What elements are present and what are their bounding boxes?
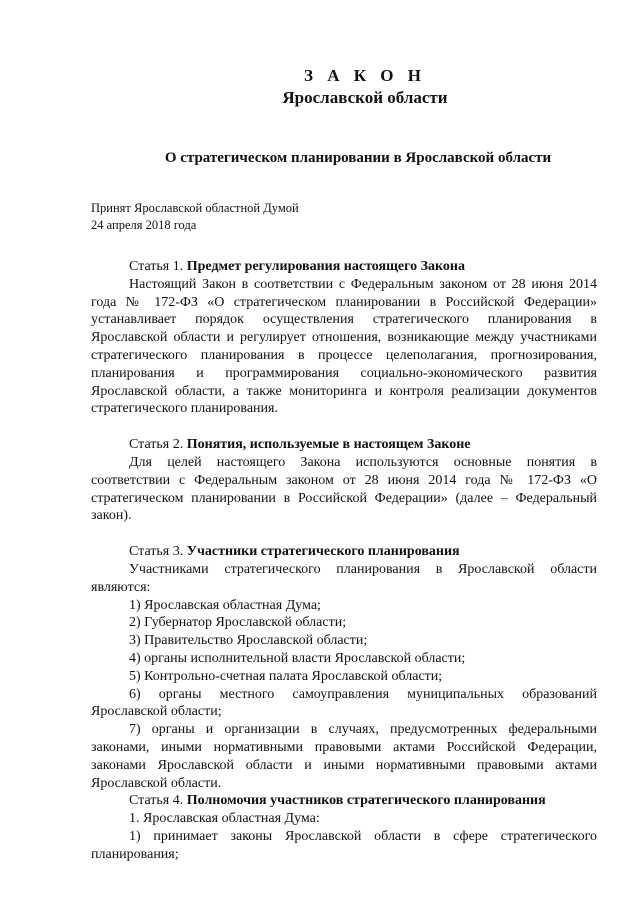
- law-title: О стратегическом планировании в Ярославской области: [164, 150, 552, 166]
- list-item: 5) Контрольно-счетная палата Ярославской области;: [129, 668, 443, 684]
- article-heading: [91, 436, 597, 454]
- list-item: 1) принимает законы Ярославской области в сфере стратегического планирования;: [91, 828, 597, 862]
- article-1: [91, 258, 597, 418]
- article-title: Участники стратегического планирования: [186, 544, 460, 560]
- article-number: Статья 3.: [129, 544, 184, 560]
- list-item: 6) органы местного самоуправления муниципальных образований Ярославской области;: [91, 686, 597, 720]
- article-title: Предмет регулирования настоящего Закона: [186, 259, 465, 274]
- article-number: Статья 2.: [129, 437, 184, 453]
- article-heading: [91, 543, 597, 561]
- list-item: 1) Ярославская областная Дума;: [129, 597, 321, 613]
- list-item: 7) органы и организации в случаях, предусмотренных федеральными законами, иными нормативными правовыми актами Российской Федерации, законами Ярославской области и иными нормативными правовыми актами Ярославской области.: [91, 722, 597, 791]
- article-paragraph: 1. Ярославская областная Дума:: [129, 811, 320, 827]
- article-paragraph: Для целей настоящего Закона используются основные понятия в соответствии с Федеральным законом от 28 июня 2014 года № 172-ФЗ «О стратегическом планировании в Российской Федерации» (далее – Федеральный закон).: [91, 454, 597, 524]
- article-heading: [91, 258, 597, 276]
- adoption-date: 24 апреля 2018 года: [91, 218, 197, 232]
- article-4: [91, 792, 597, 863]
- law-heading: З А К О Н: [303, 66, 427, 85]
- adoption-line-1: Принят Ярославской областной Думой: [91, 201, 299, 215]
- article-number: Статья 1.: [129, 259, 184, 274]
- article-3: [91, 543, 597, 792]
- law-region: Ярославской области: [282, 88, 448, 107]
- article-title: Полномочия участников стратегического планирования: [186, 793, 546, 809]
- list-item: 2) Губернатор Ярославской области;: [129, 615, 347, 631]
- article-number: Статья 4.: [129, 793, 184, 809]
- article-heading: [91, 792, 597, 810]
- article-title: Понятия, используемые в настоящем Законе: [186, 437, 471, 453]
- article-paragraph: Настоящий Закон в соответствии с Федеральным законом от 28 июня 2014 года № 172-ФЗ «О стратегическом планировании в Российской Федерации» устанавливает порядок осуществления стратегического планирования в Ярославской области и регулирует отношения, возникающие между участниками стратегического планирования в процессе целеполагания, прогнозирования, планирования и программирования социально-экономического развития Ярославской области, а также мониторинга и контроля реализации документов стратегического планирования.: [91, 276, 597, 417]
- article-2: [91, 436, 597, 525]
- law-body: [91, 258, 597, 864]
- article-paragraph: Участниками стратегического планирования в Ярославской области являются:: [91, 561, 597, 595]
- list-item: 3) Правительство Ярославской области;: [129, 633, 368, 649]
- list-item: 4) органы исполнительной власти Ярославской области;: [129, 650, 466, 666]
